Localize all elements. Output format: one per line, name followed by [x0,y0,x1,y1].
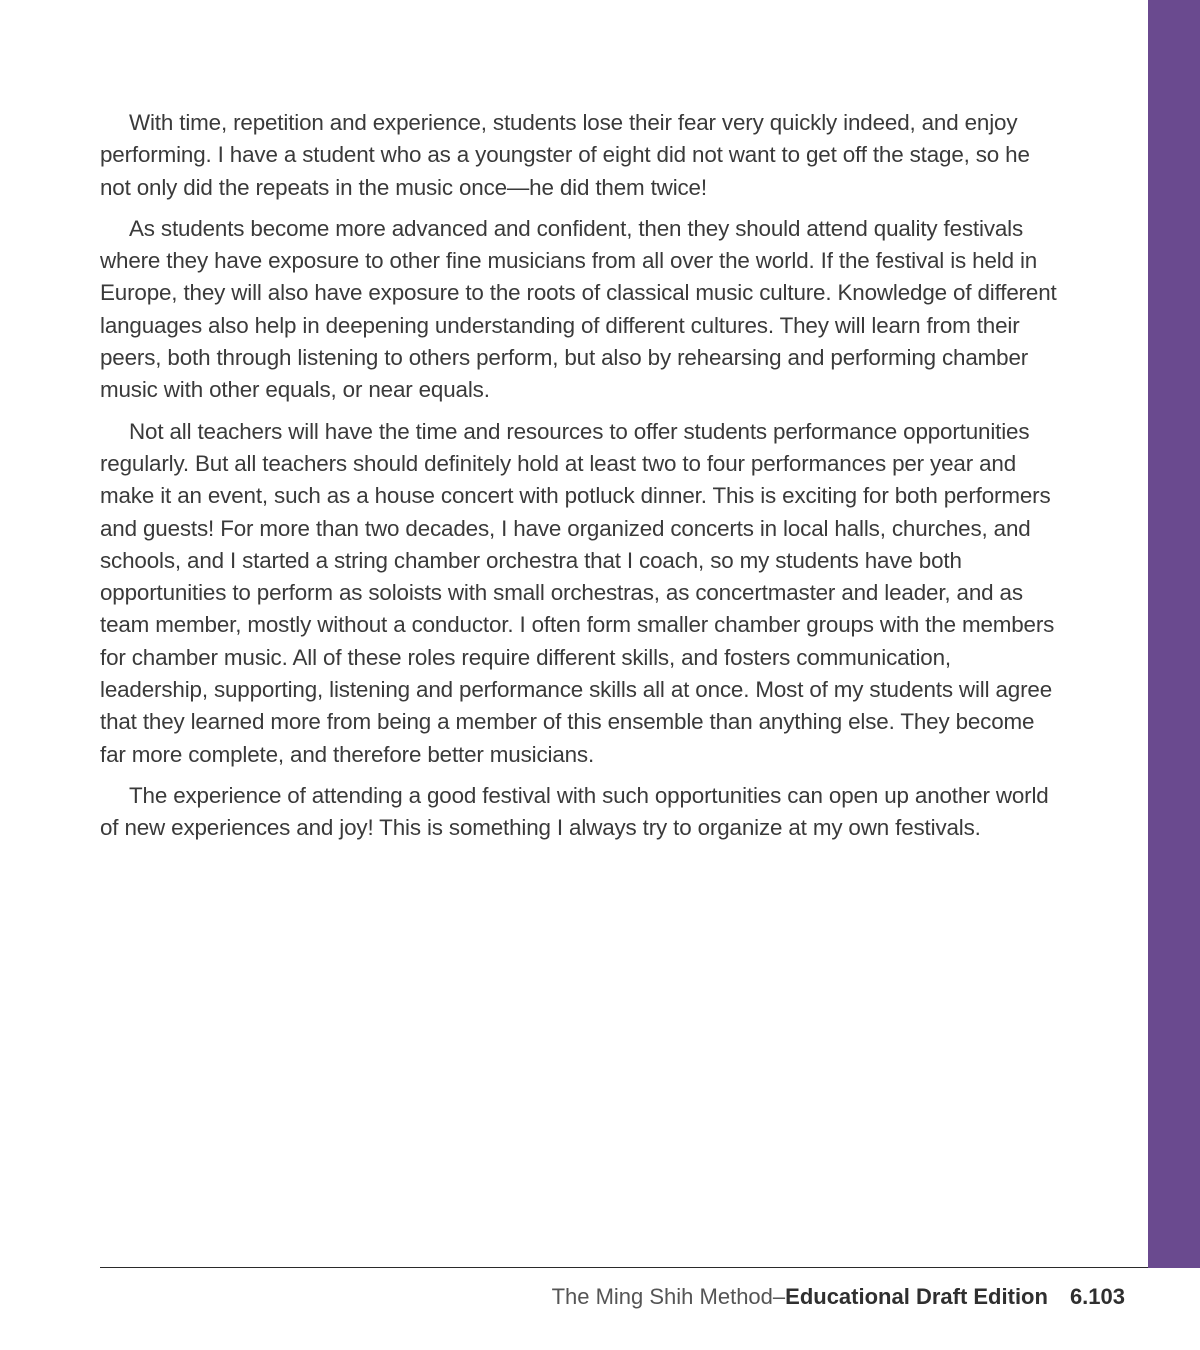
footer-divider [100,1267,1148,1268]
chapter-color-bar [1148,0,1200,1268]
paragraph: With time, repetition and experience, students lose their fear very quickly indeed, and enjoy performing. I have a student who as a youngster of eight did not want to get off the stage, so he not only did the repeats in the music once—he did them twice! [100,110,1030,200]
footer-edition: Educational Draft Edition [785,1284,1048,1309]
body-text [100,107,1060,854]
paragraph: The experience of attending a good festival with such opportunities can open up another world of new experiences and joy! This is something I always try to organize at my own festivals. [100,782,1049,841]
page-number: 6.103 [1069,1284,1125,1309]
page-footer [552,1283,1125,1311]
paragraph: Not all teachers will have the time and resources to offer students performance opportunities regularly. But all teachers should definitely hold at least two to four performances per year and make it an event, such as a house concert with potluck dinner. This is exciting for both performers and guests! For more than two decades, I have organized concerts in local halls, churches, and schools, and I started a string chamber orchestra that I coach, so my students have both opportunities to perform as soloists with small orchestras, as concertmaster and leader, and as team member, mostly without a conductor. I often form smaller chamber groups with the members for chamber music. All of these roles require different skills, and fosters communication, leadership, supporting, listening and performance skills all at once. Most of my students will agree that they learned more from being a member of this ensemble than anything else. They become far more complete, and therefore better musicians. [100,418,1055,767]
paragraph: As students become more advanced and confident, then they should attend quality festivals where they have exposure to other fine musicians from all over the world. If the festival is held in Europe, they will also have exposure to the roots of classical music culture. Knowledge of different languages also help in deepening understanding of different cultures. They will learn from their peers, both through listening to others perform, but also by rehearsing and performing chamber music with other equals, or near equals. [100,215,1057,403]
footer-book-title: The Ming Shih Method– [551,1284,786,1309]
